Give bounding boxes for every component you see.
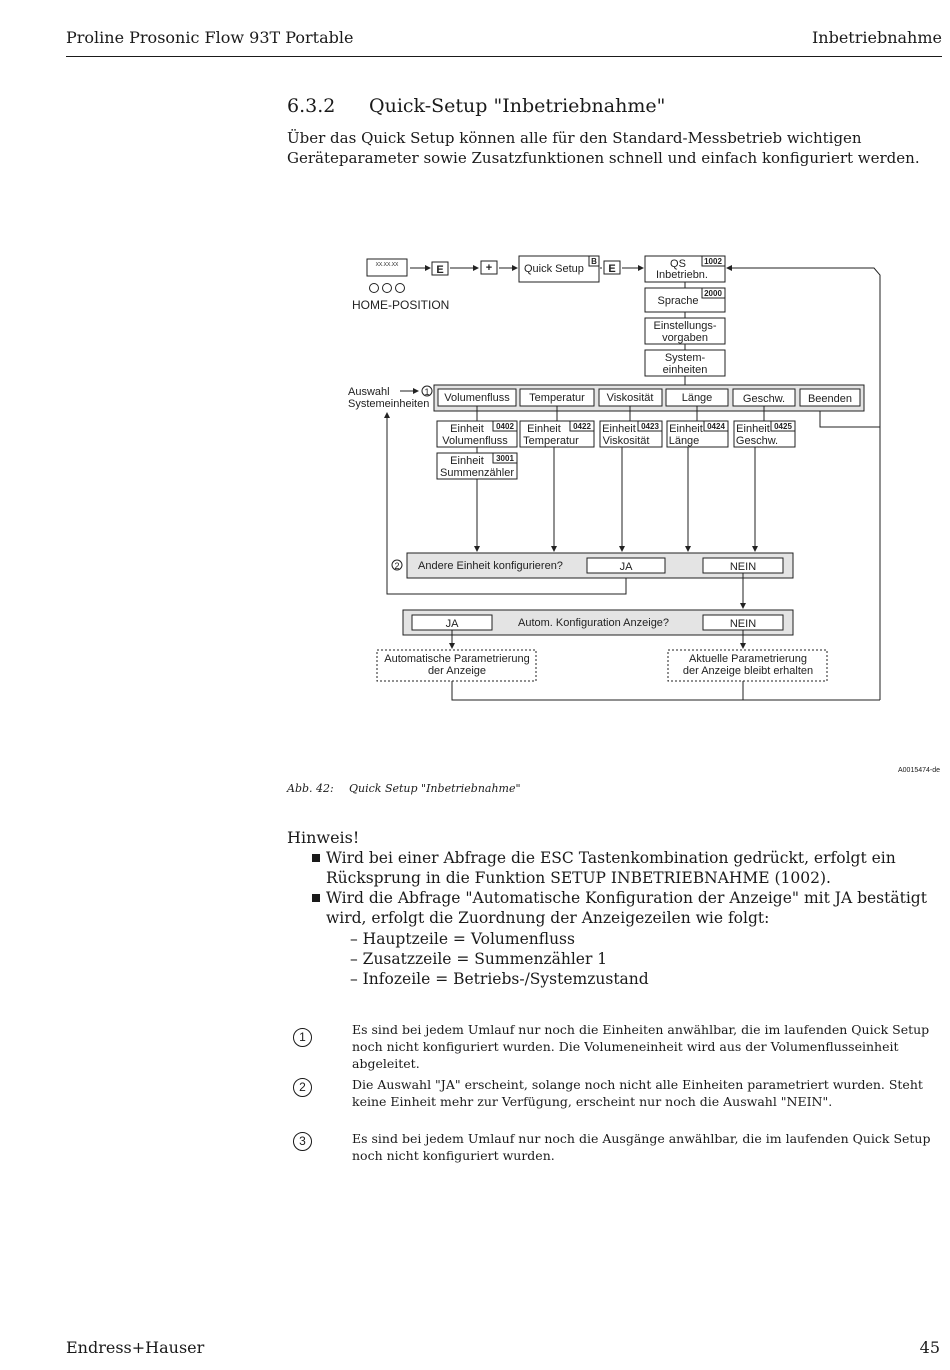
quick-setup-label: Quick Setup <box>524 263 584 275</box>
bullet-icon <box>312 854 320 862</box>
footnote-1-marker: 1 <box>293 1028 312 1047</box>
figure-code: A0015474-de <box>898 767 941 774</box>
display-text: XX.XX.XX <box>375 262 399 268</box>
note-dash-1: – Hauptzeile = Volumenfluss <box>350 930 575 948</box>
ja-label-1: JA <box>619 561 633 573</box>
key-e2-label: E <box>608 263 616 275</box>
vorgaben-label: vorgaben <box>662 332 708 344</box>
unit-4-l1: Einheit <box>669 423 703 435</box>
section-title: Quick-Setup "Inbetriebnahme" <box>369 95 666 117</box>
unit-1-l2: Volumenfluss <box>442 435 508 447</box>
code-2000: 2000 <box>704 289 722 298</box>
device-key-icon <box>370 284 379 293</box>
code-0422: 0422 <box>573 422 591 431</box>
inbetriebn-label: Inbetriebn. <box>656 269 708 281</box>
summen-l1: Einheit <box>450 455 484 467</box>
note-title: Hinweis! <box>287 828 360 847</box>
key-plus-label: + <box>485 262 493 274</box>
quick-setup-flow-diagram <box>340 250 900 710</box>
header-rule <box>66 56 942 57</box>
marker-2-label: 2 <box>394 561 400 571</box>
key-e-label: E <box>436 264 444 276</box>
header-chapter: Inbetriebnahme <box>811 28 942 47</box>
home-position-label: HOME-POSITION <box>352 298 450 312</box>
autom-konfiguration-label: Autom. Konfiguration Anzeige? <box>518 617 670 629</box>
sprache-label: Sprache <box>657 295 699 307</box>
option-laenge: Länge <box>681 392 713 404</box>
figure-caption: Quick Setup "Inbetriebnahme" <box>349 782 521 795</box>
nein-label-1: NEIN <box>729 561 757 573</box>
footnote-2-text: Die Auswahl "JA" erscheint, solange noch nicht alle Einheiten parametriert wurden. Steht keine Einheit mehr zur Verfügung, erscheint nur noch die Auswahl "NEIN". <box>352 1077 923 1109</box>
option-geschw: Geschw. <box>742 393 786 405</box>
unit-3-l1: Einheit <box>602 423 636 435</box>
auswahl-label: Auswahl <box>348 386 390 398</box>
code-0424: 0424 <box>707 422 725 431</box>
footnote-2-marker: 2 <box>293 1078 312 1097</box>
akt-param-l2: der Anzeige bleibt erhalten <box>682 665 814 677</box>
unit-5-l1: Einheit <box>736 423 770 435</box>
bullet-icon <box>312 894 320 902</box>
code-3001: 3001 <box>496 454 514 463</box>
note-dash-2: – Zusatzzeile = Summenzähler 1 <box>350 950 608 968</box>
section-number: 6.3.2 <box>287 95 336 117</box>
header-product-name: Proline Prosonic Flow 93T Portable <box>66 28 354 47</box>
footer-company: Endress+Hauser <box>66 1338 205 1357</box>
option-temperatur: Temperatur <box>529 392 585 404</box>
code-1002: 1002 <box>704 257 722 266</box>
unit-1-l1: Einheit <box>450 423 484 435</box>
code-0425: 0425 <box>774 422 792 431</box>
marker-1-label: 1 <box>424 387 430 397</box>
option-viskositaet: Viskosität <box>606 392 654 404</box>
note-bullet-2: Wird die Abfrage "Automatische Konfiguration der Anzeige" mit JA bestätigt wird, erfolgt die Zuordnung der Anzeigezeilen wie folgt: <box>326 889 927 927</box>
device-key-icon <box>396 284 405 293</box>
qs-label: QS <box>670 258 686 270</box>
footnote-3-marker: 3 <box>293 1132 312 1151</box>
page-number: 45 <box>919 1338 940 1357</box>
akt-param-l1: Aktuelle Parametrierung <box>688 653 808 665</box>
systemeinheiten-label: Systemeinheiten <box>348 398 430 410</box>
system-label: System- <box>664 352 706 364</box>
note-bullet-1: Wird bei einer Abfrage die ESC Tastenkombination gedrückt, erfolgt ein Rücksprung in die Funktion SETUP INBETRIEBNAHME (1002). <box>326 849 896 887</box>
unit-3-l2: Viskosität <box>602 435 650 447</box>
option-beenden: Beenden <box>807 393 853 405</box>
unit-2-l1: Einheit <box>527 423 561 435</box>
andere-einheit-label: Andere Einheit konfigurieren? <box>418 560 563 572</box>
code-0423: 0423 <box>641 422 659 431</box>
unit-4-l2: Länge <box>668 435 700 447</box>
auto-param-l2: der Anzeige <box>427 665 487 677</box>
einheiten-label: einheiten <box>662 364 708 376</box>
ja-label-2: JA <box>445 618 459 630</box>
device-key-icon <box>383 284 392 293</box>
footnote-1-text: Es sind bei jedem Umlauf nur noch die Einheiten anwählbar, die im laufenden Quick Setup noch nicht konfiguriert wurden. Die Volumeneinheit wird aus der Volumenflusseinheit abgeleitet. <box>352 1022 930 1071</box>
nein-label-2: NEIN <box>729 618 757 630</box>
intro-paragraph: Über das Quick Setup können alle für den Standard-Messbetrieb wichtigen Geräteparameter sowie Zusatzfunktionen schnell und einfach konfiguriert werden. <box>287 129 920 167</box>
note-dash-3: – Infozeile = Betriebs-/Systemzustand <box>350 970 649 988</box>
summen-l2: Summenzähler <box>440 467 514 479</box>
auto-param-l1: Automatische Parametrierung <box>384 653 530 665</box>
code-b: B <box>591 257 597 266</box>
figure-number: Abb. 42: <box>287 782 334 795</box>
unit-5-l2: Geschw. <box>735 435 779 447</box>
unit-2-l2: Temperatur <box>523 435 579 447</box>
option-volumenfluss: Volumenfluss <box>444 392 510 404</box>
code-0402: 0402 <box>496 422 514 431</box>
einstellungs-label: Einstellungs- <box>653 320 717 332</box>
footnote-3-text: Es sind bei jedem Umlauf nur noch die Ausgänge anwählbar, die im laufenden Quick Setup noch nicht konfiguriert wurden. <box>352 1131 931 1163</box>
